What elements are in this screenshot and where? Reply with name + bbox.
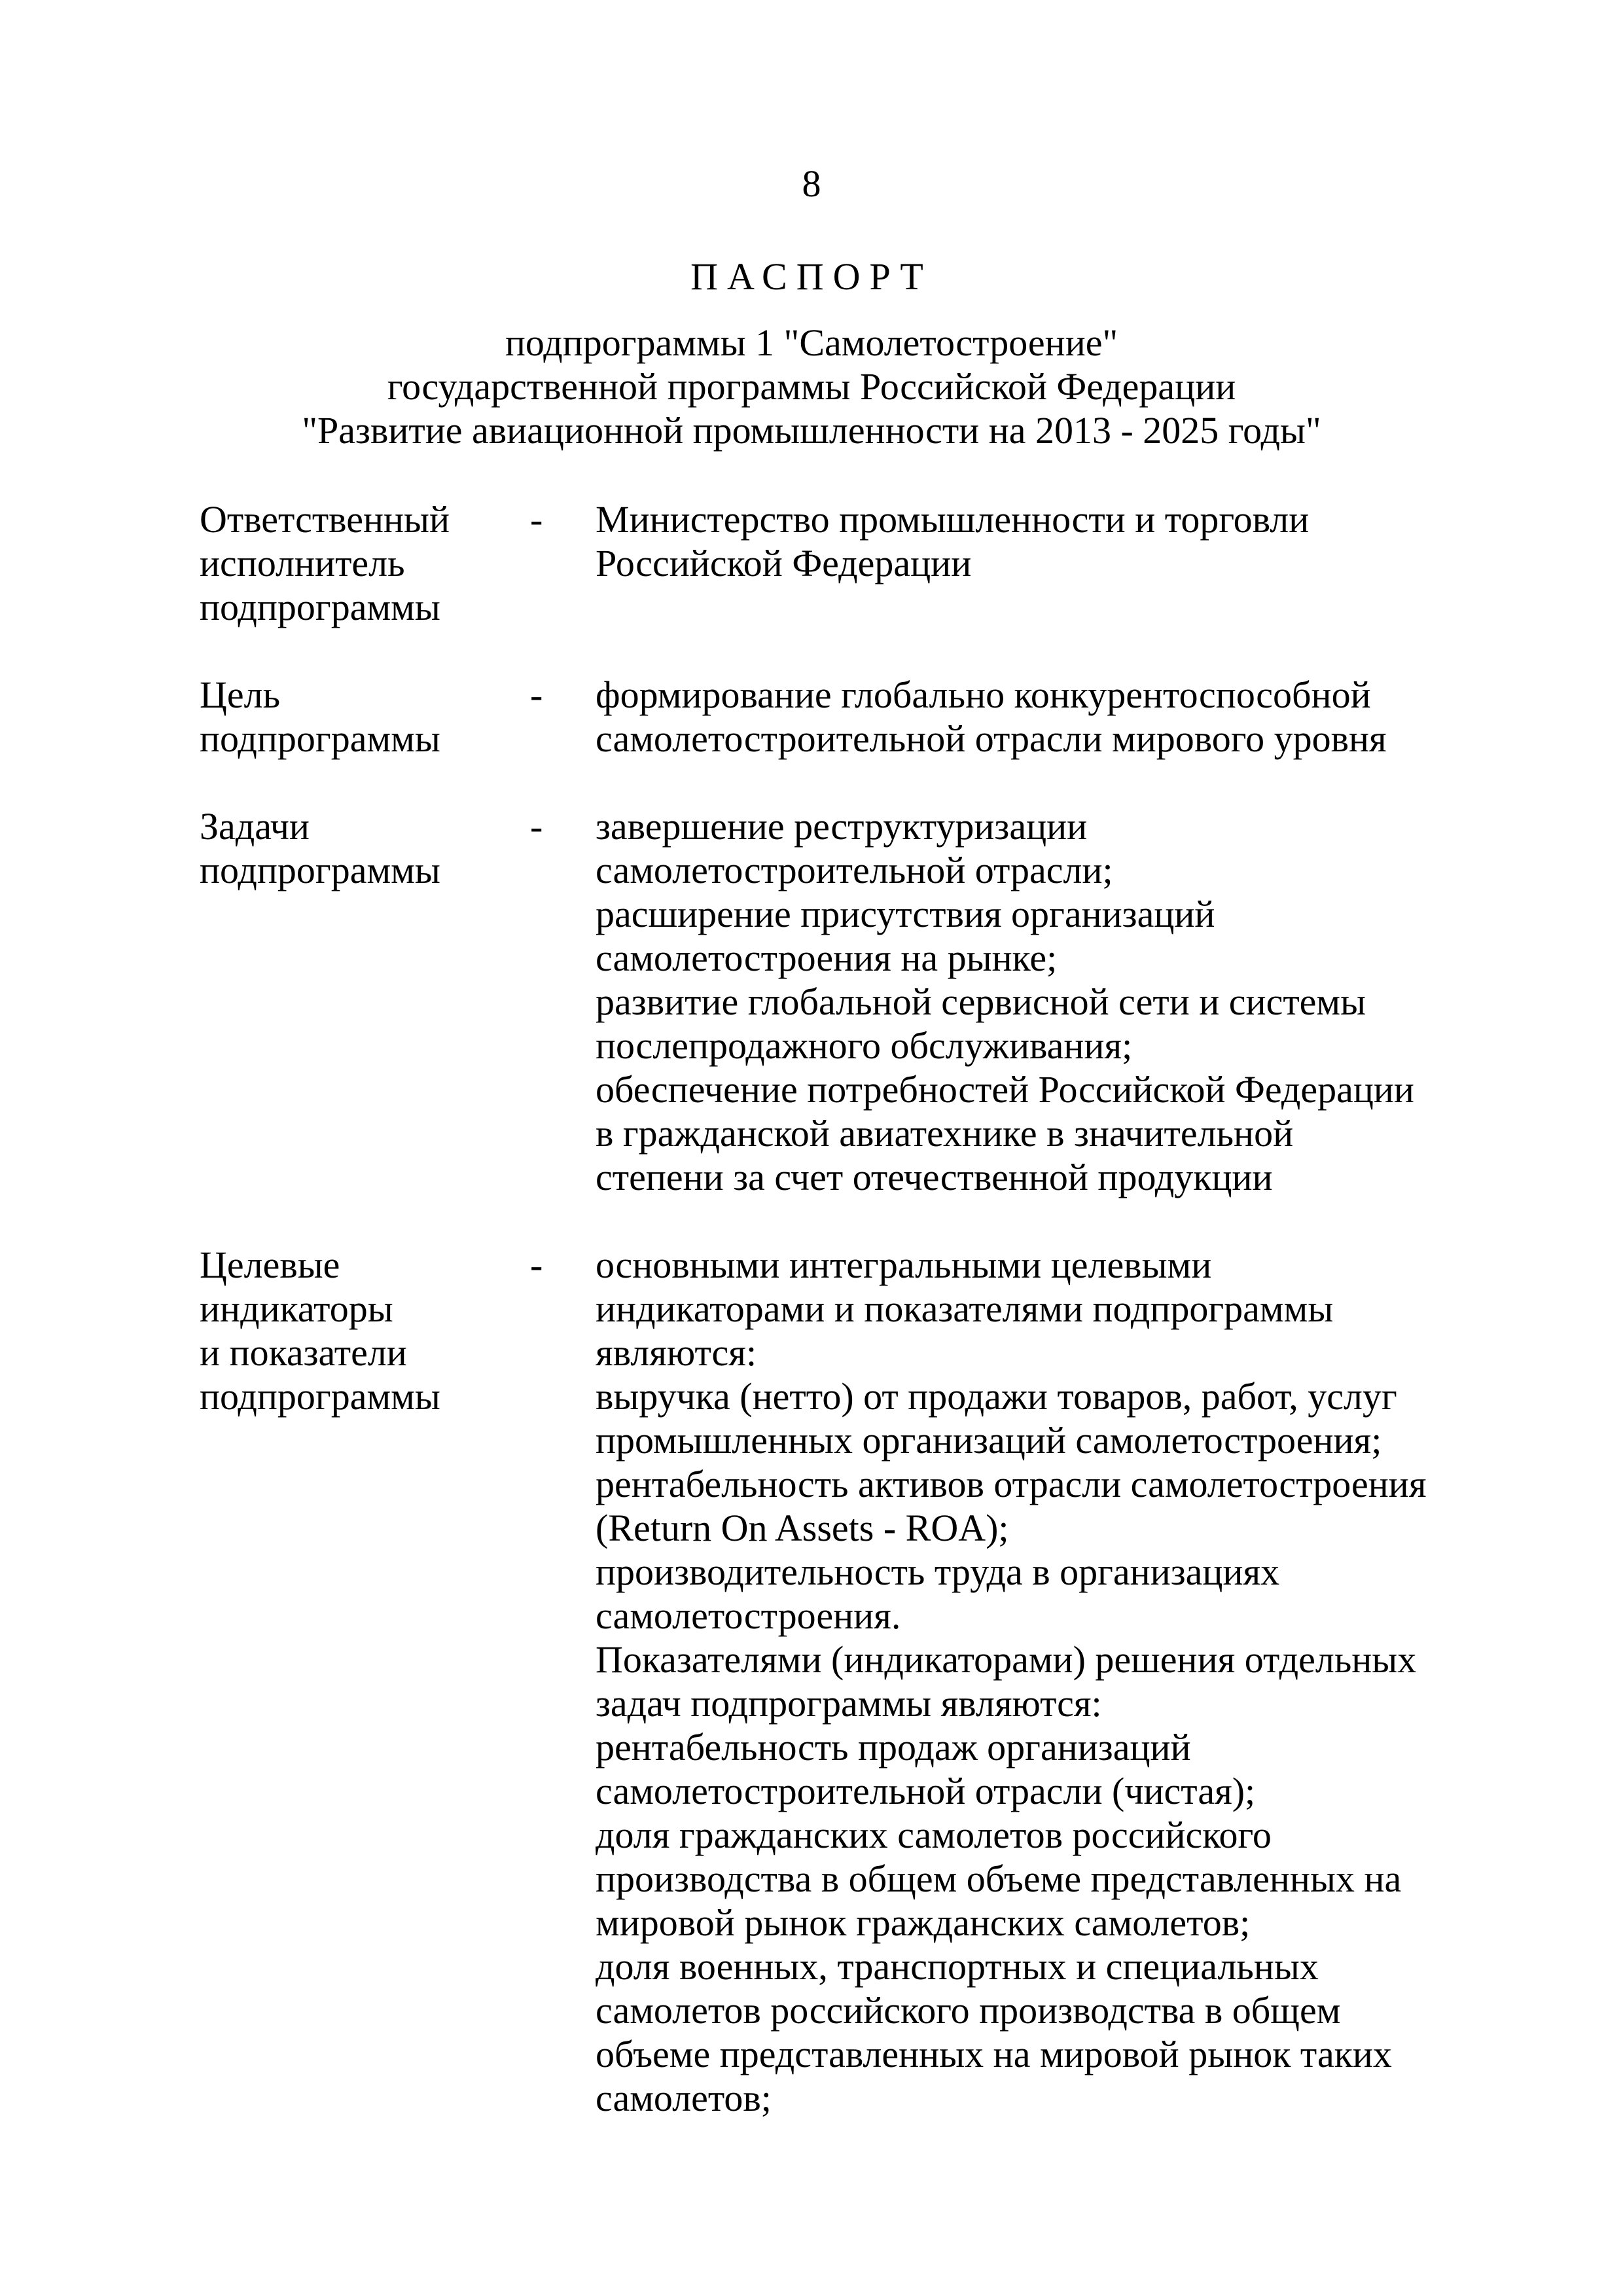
value-line: мировой рынок гражданских самолетов; — [596, 1901, 1251, 1944]
value-line: самолетостроения. — [596, 1594, 901, 1637]
row-label — [200, 673, 530, 761]
page-number: 8 — [802, 162, 821, 205]
label-line: Цель — [200, 673, 281, 716]
document-subtitle — [0, 321, 1623, 452]
value-line: доля военных, транспортных и специальных — [596, 1945, 1319, 1988]
value-line: степени за счет отечественной продукции — [596, 1156, 1273, 1198]
value-line: в гражданской авиатехнике в значительной — [596, 1112, 1294, 1155]
passport-row-responsible-executor — [200, 497, 1482, 629]
row-dash: - — [530, 1244, 543, 1286]
label-line: исполнитель — [200, 542, 405, 584]
label-line: Задачи — [200, 805, 310, 848]
row-dash: - — [530, 805, 543, 848]
row-dash: - — [530, 498, 543, 541]
value-line: обеспечение потребностей Российской Федерации — [596, 1068, 1414, 1111]
value-line: рентабельность продаж организаций — [596, 1726, 1191, 1768]
value-line: Министерство промышленности и торговли — [596, 498, 1310, 541]
value-line: объеме представленных на мировой рынок таких — [596, 2033, 1392, 2075]
label-line: подпрограммы — [200, 849, 440, 891]
value-line: самолетов российского производства в общем — [596, 1989, 1341, 2032]
value-line: рентабельность активов отрасли самолетостроения — [596, 1463, 1427, 1505]
label-line: Ответственный — [200, 498, 450, 541]
value-line: производительность труда в организациях — [596, 1551, 1280, 1593]
value-line: расширение присутствия организаций — [596, 893, 1215, 935]
row-label — [200, 1243, 530, 1418]
value-line: (Return On Assets - ROA); — [596, 1507, 1009, 1549]
value-line: основными интегральными целевыми — [596, 1244, 1212, 1286]
value-line: задач подпрограммы являются: — [596, 1682, 1102, 1725]
value-line: самолетостроительной отрасли (чистая); — [596, 1770, 1256, 1812]
value-line: индикаторами и показателями подпрограммы — [596, 1287, 1334, 1330]
value-line: самолетостроительной отрасли; — [596, 849, 1113, 891]
value-line: производства в общем объеме представленных на — [596, 1857, 1402, 1900]
document-title: ПАСПОРТ — [690, 255, 933, 298]
value-line: доля гражданских самолетов российского — [596, 1814, 1272, 1856]
label-line: подпрограммы — [200, 1375, 440, 1418]
value-line: являются: — [596, 1331, 757, 1374]
row-label — [200, 804, 530, 892]
passport-table — [200, 497, 1482, 2120]
label-line: и показатели — [200, 1331, 407, 1374]
row-value — [596, 1243, 1482, 2120]
passport-row-indicators — [200, 1243, 1482, 2120]
value-line: промышленных организаций самолетостроения; — [596, 1419, 1382, 1462]
value-line: самолетостроения на рынке; — [596, 937, 1058, 979]
subtitle-line: подпрограммы 1 "Самолетостроение" — [505, 321, 1118, 364]
row-value — [596, 497, 1482, 585]
value-line: выручка (нетто) от продажи товаров, работ, услуг — [596, 1375, 1397, 1418]
row-dash: - — [530, 673, 543, 716]
row-value — [596, 804, 1482, 1199]
value-line: завершение реструктуризации — [596, 805, 1088, 848]
value-line: Показателями (индикаторами) решения отдельных — [596, 1638, 1417, 1681]
passport-row-goal — [200, 673, 1482, 761]
label-line: индикаторы — [200, 1287, 393, 1330]
value-line: Российской Федерации — [596, 542, 972, 584]
label-line: подпрограммы — [200, 586, 440, 628]
value-line: самолетостроительной отрасли мирового уровня — [596, 717, 1387, 760]
row-value — [596, 673, 1482, 761]
value-line: развитие глобальной сервисной сети и системы — [596, 980, 1366, 1023]
value-line: самолетов; — [596, 2077, 772, 2119]
subtitle-line: "Развитие авиационной промышленности на 2013 - 2025 годы" — [302, 409, 1321, 452]
subtitle-line: государственной программы Российской Федерации — [387, 365, 1236, 408]
label-line: подпрограммы — [200, 717, 440, 760]
passport-row-tasks — [200, 804, 1482, 1199]
row-label — [200, 497, 530, 629]
value-line: формирование глобально конкурентоспособной — [596, 673, 1371, 716]
label-line: Целевые — [200, 1244, 340, 1286]
value-line: послепродажного обслуживания; — [596, 1024, 1133, 1067]
